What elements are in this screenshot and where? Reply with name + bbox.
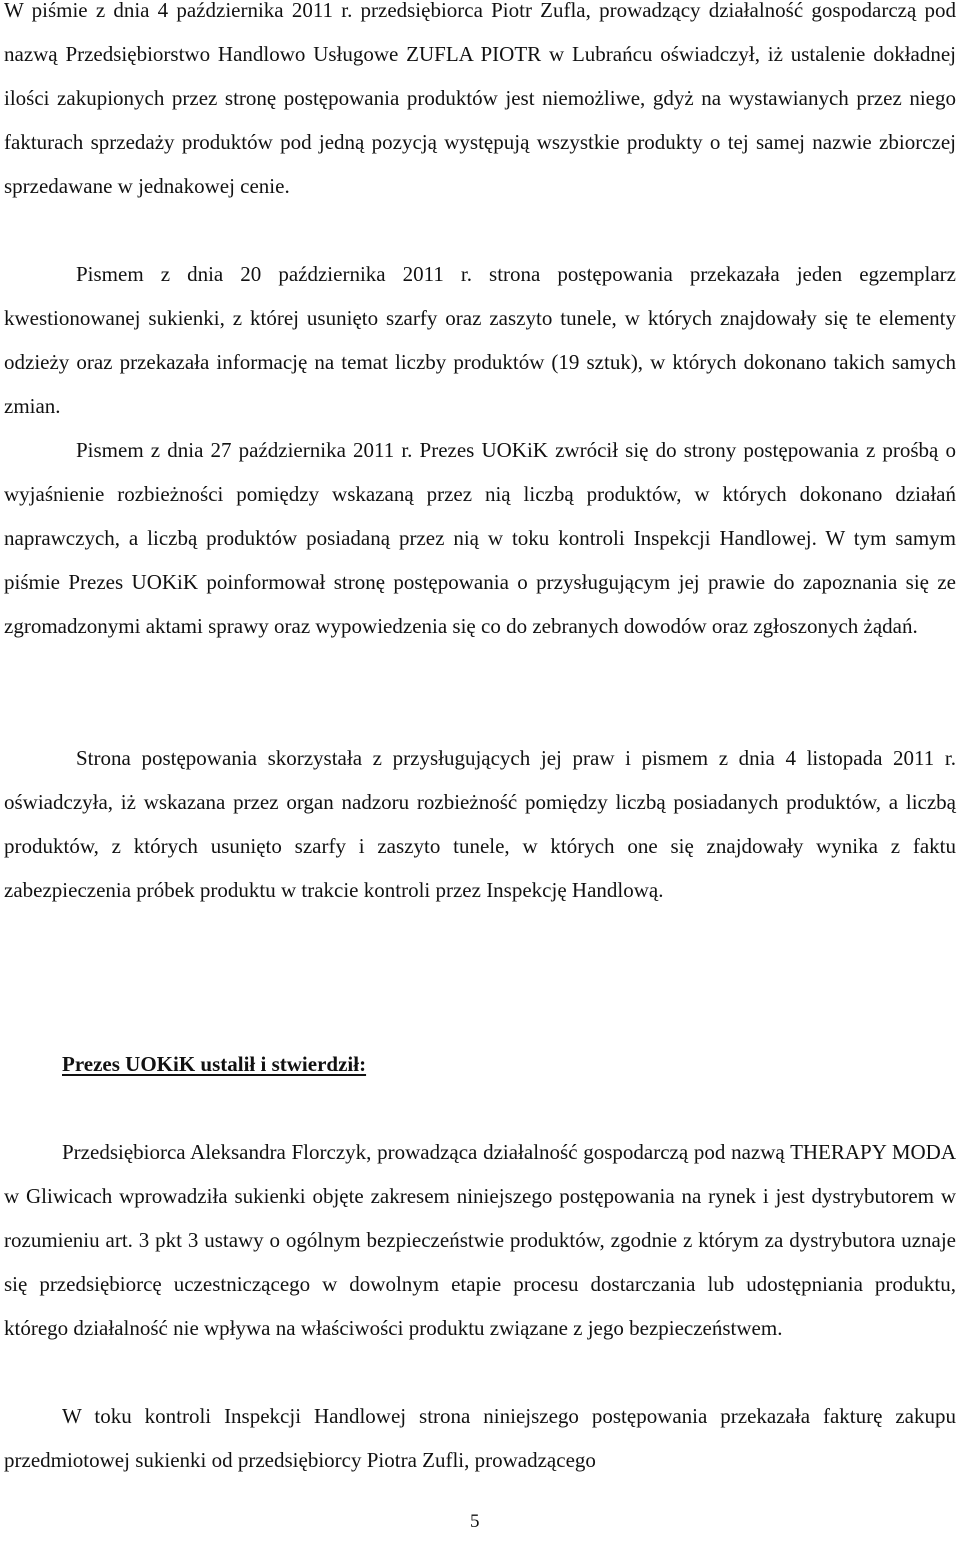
page-number: 5 <box>470 1511 480 1532</box>
paragraph-letter-4-october: W piśmie z dnia 4 października 2011 r. przedsiębiorca Piotr Zufla, prowadzący działalność gospodarczą pod nazwą Przedsiębiorstwo Handlowo Usługowe ZUFLA PIOTR w Lubrańcu oświadczył, iż ustalenie dokładnej ilości zakupionych przez stronę postępowania produktów jest niemożliwe, gdyż na wystawianych przez niego fakturach sprzedaży produktów pod jedną pozycją występują wszystkie produkty o tej samej nazwie zbiorczej sprzedawane w jednakowej cenie. <box>4 0 956 198</box>
paragraph-letter-20-october: Pismem z dnia 20 października 2011 r. strona postępowania przekazała jeden egzemplarz kwestionowanej sukienki, z której usunięto szarfy oraz zaszyto tunele, w których znajdowały się te elementy odzieży oraz przekazała informację na temat liczby produktów (19 sztuk), w których dokonano takich samych zmian. <box>4 262 956 418</box>
paragraph-letter-4-november: Strona postępowania skorzystała z przysługujących jej praw i pismem z dnia 4 listopada 2011 r. oświadczyła, iż wskazana przez organ nadzoru rozbieżność pomiędzy liczbą posiadanych produktów, a liczbą produktów, z których usunięto szarfy i zaszyto tunele, w których one się znajdowały wynika z faktu zabezpieczenia próbek produktu w trakcie kontroli przez Inspekcję Handlową. <box>4 746 956 902</box>
paragraph-invoice: W toku kontroli Inspekcji Handlowej strona niniejszego postępowania przekazała fakturę zakupu przedmiotowej sukienki od przedsiębiorcy Piotra Zufli, prowadzącego <box>4 1404 956 1472</box>
paragraph-distributor-finding: Przedsiębiorca Aleksandra Florczyk, prowadząca działalność gospodarczą pod nazwą THERAPY MODA w Gliwicach wprowadziła sukienki objęte zakresem niniejszego postępowania na rynek i jest dystrybutorem w rozumieniu art. 3 pkt 3 ustawy o ogólnym bezpieczeństwie produktów, zgodnie z którym za dystrybutora uznaje się przedsiębiorcę uczestniczącego w dowolnym etapie procesu dostarczania lub udostępniania produktu, którego działalność nie wpływa na właściwości produktu związane z jego bezpieczeństwem. <box>4 1140 956 1340</box>
paragraph-letter-27-october: Pismem z dnia 27 października 2011 r. Prezes UOKiK zwrócił się do strony postępowania z prośbą o wyjaśnienie rozbieżności pomiędzy wskazaną przez nią liczbą produktów, w których dokonano działań naprawczych, a liczbą produktów posiadaną przez nią w toku kontroli Inspekcji Handlowej. W tym samym piśmie Prezes UOKiK poinformował stronę postępowania o przysługującym jej prawie do zapoznania się ze zgromadzonymi aktami sprawy oraz wypowiedzenia się co do zebranych dowodów oraz zgłoszonych żądań. <box>4 438 956 638</box>
section-heading: Prezes UOKiK ustalił i stwierdził: <box>62 1052 367 1076</box>
